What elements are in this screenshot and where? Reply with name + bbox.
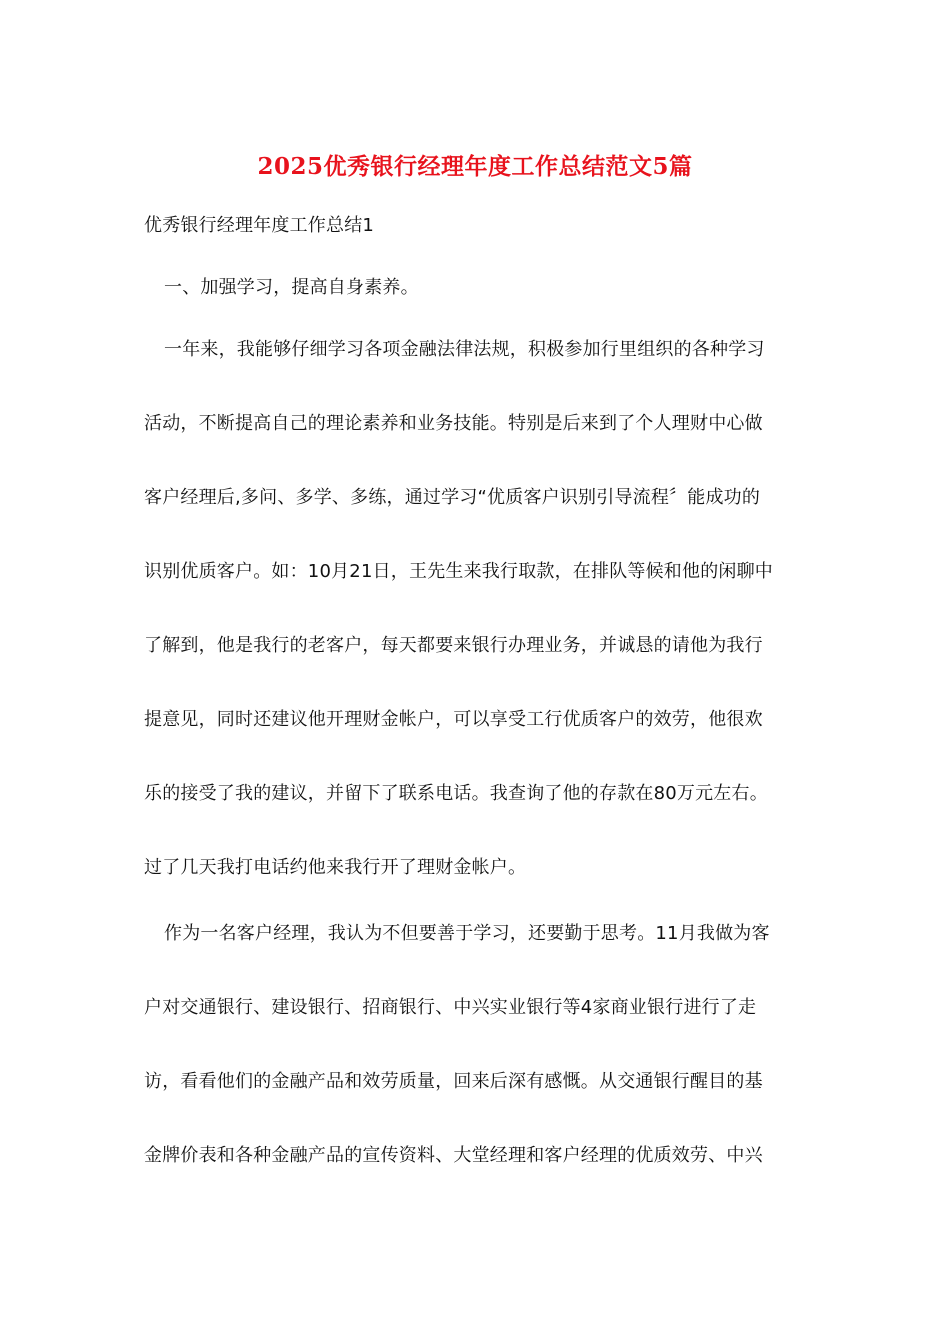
paragraph-line: 了解到，他是我行的老客户，每天都要来银行办理业务，并诚恳的请他为我行 (144, 635, 763, 656)
section-subtitle: 优秀银行经理年度工作总结1 (144, 215, 375, 236)
paragraph-line: 乐的接受了我的建议，并留下了联系电话。我查询了他的存款在80万元左右。 (144, 783, 768, 804)
paragraph-line: 客户经理后,多问、多学、多练，通过学习“优质客户识别引导流程〞能成功的 (144, 487, 761, 508)
paragraph-line: 一年来，我能够仔细学习各项金融法律法规，积极参加行里组织的各种学习 (164, 339, 765, 360)
document-title: 2025优秀银行经理年度工作总结范文5篇 (257, 153, 693, 180)
paragraph-line: 访，看看他们的金融产品和效劳质量，回来后深有感慨。从交通银行醒目的基 (144, 1071, 763, 1092)
paragraph-line: 提意见，同时还建议他开理财金帐户，可以享受工行优质客户的效劳，他很欢 (144, 709, 763, 730)
paragraph-line: 活动，不断提高自己的理论素养和业务技能。特别是后来到了个人理财中心做 (144, 413, 763, 434)
paragraph-line: 过了几天我打电话约他来我行开了理财金帐户。 (144, 857, 527, 878)
paragraph-line: 户对交通银行、建设银行、招商银行、中兴实业银行等4家商业银行进行了走 (144, 997, 757, 1018)
section-heading: 一、加强学习，提高自身素养。 (164, 277, 419, 298)
paragraph-line: 识别优质客户。如：10月21日，王先生来我行取款，在排队等候和他的闲聊中 (144, 561, 774, 582)
paragraph-line: 作为一名客户经理，我认为不但要善于学习，还要勤于思考。11月我做为客 (164, 923, 770, 944)
paragraph-line: 金牌价表和各种金融产品的宣传资料、大堂经理和客户经理的优质效劳、中兴 (144, 1145, 763, 1166)
